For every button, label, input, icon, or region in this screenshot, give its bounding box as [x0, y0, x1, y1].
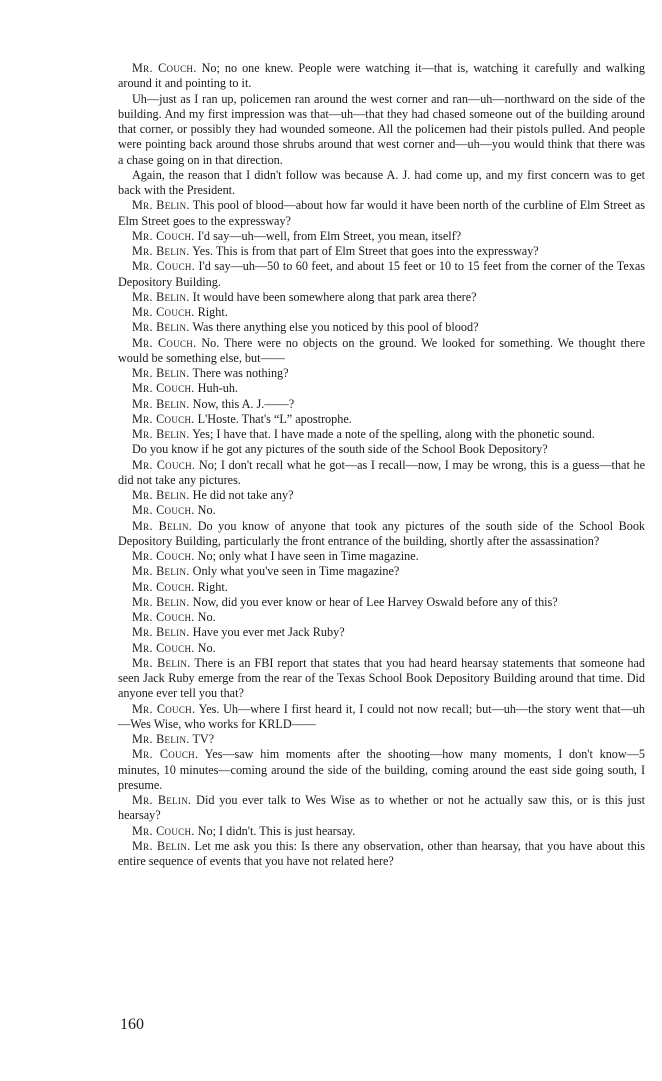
- speaker-label: Mr. Belin.: [132, 244, 190, 258]
- testimony-text: [118, 61, 645, 869]
- paragraph-text: Only what you've seen in Time magazine?: [192, 564, 400, 579]
- testimony-paragraph: [118, 320, 645, 335]
- paragraph-text: I'd say—uh—well, from Elm Street, you mean, itself?: [197, 228, 462, 243]
- speaker-label: Mr. Belin.: [132, 518, 193, 533]
- testimony-paragraph: [118, 564, 645, 579]
- testimony-paragraph: [118, 229, 645, 244]
- paragraph-text: This pool of blood—about how far would it have been north of the curbline of Elm Street as Elm Street goes to the expressway?: [118, 198, 645, 228]
- speaker-label: Mr. Couch.: [132, 579, 195, 594]
- testimony-paragraph: [118, 336, 645, 367]
- paragraph-text: No; I didn't. This is just hearsay.: [197, 823, 356, 838]
- speaker-label: Mr. Couch.: [132, 259, 196, 274]
- paragraph-text: Do you know of anyone that took any pictures of the south side of the School Book Depository Building, particularly the front entrance of the building, shortly after the assassination?: [118, 518, 646, 548]
- speaker-label: Mr. Couch.: [132, 61, 197, 75]
- testimony-paragraph: [118, 259, 645, 290]
- testimony-paragraph: [118, 519, 645, 550]
- speaker-label: Mr. Belin.: [132, 793, 192, 807]
- speaker-label: Mr. Couch.: [132, 823, 195, 838]
- testimony-paragraph: [118, 702, 645, 733]
- paragraph-text: Let me ask you this: Is there any observation, other than hearsay, that you have about this entire sequence of events that you have not related here?: [118, 838, 646, 868]
- paragraph-text: No; no one knew. People were watching it—that is, watching it carefully and walking around it and pointing to it.: [118, 61, 645, 91]
- testimony-paragraph: [118, 656, 645, 702]
- speaker-label: Mr. Couch.: [132, 305, 195, 319]
- speaker-label: Mr. Belin.: [132, 366, 190, 380]
- testimony-paragraph: [118, 580, 645, 595]
- speaker-label: Mr. Belin.: [132, 396, 190, 411]
- paragraph-text: No. There were no objects on the ground. We looked for something. We thought there would be something else, but——: [118, 335, 645, 365]
- testimony-paragraph: [118, 244, 645, 259]
- speaker-label: Mr. Belin.: [132, 838, 191, 853]
- testimony-paragraph: [118, 198, 645, 229]
- paragraph-text: Yes—saw him moments after the shooting—how many moments, I don't know—5 minutes, 10 minutes—coming around the side of the building, coming around the east side going south, I presume.: [118, 747, 645, 792]
- speaker-label: Mr. Couch.: [132, 381, 195, 396]
- paragraph-text: There is an FBI report that states that you had heard hearsay statements that someone had seen Jack Ruby emerge from the rear of the Texas School Book Depository Building around that time. Did anyone ever tell you that?: [118, 655, 645, 701]
- speaker-label: Mr. Belin.: [132, 655, 191, 670]
- speaker-label: Mr. Belin.: [132, 427, 190, 441]
- testimony-paragraph: [118, 610, 645, 625]
- testimony-paragraph: [118, 92, 645, 168]
- speaker-label: Mr. Couch.: [132, 610, 195, 624]
- testimony-paragraph: [118, 625, 645, 640]
- paragraph-text: He did not take any?: [192, 488, 294, 502]
- speaker-label: Mr. Belin.: [132, 488, 190, 502]
- speaker-label: Mr. Couch.: [132, 503, 195, 518]
- testimony-paragraph: [118, 366, 645, 381]
- paragraph-text: Uh—just as I ran up, policemen ran around the west corner and ran—uh—northward on the side of the building. And my first impression was that—uh—that they had chased someone out of the building around that corner, or possibly they had wounded someone. All the policemen had their pistols pulled. And people were pointing back around those shrubs around that west corner and—uh—you would think that there was a chase going on in that direction.: [118, 91, 645, 167]
- testimony-paragraph: [118, 168, 645, 199]
- speaker-label: Mr. Couch.: [132, 228, 195, 243]
- paragraph-text: Now, did you ever know or hear of Lee Harvey Oswald before any of this?: [192, 594, 558, 609]
- testimony-paragraph: [118, 503, 645, 518]
- paragraph-text: Do you know if he got any pictures of the south side of the School Book Depository?: [132, 442, 548, 457]
- speaker-label: Mr. Couch.: [132, 549, 195, 563]
- speaker-label: Mr. Couch.: [132, 457, 196, 472]
- testimony-paragraph: [118, 458, 645, 489]
- paragraph-text: TV?: [192, 732, 215, 746]
- paragraph-text: No.: [197, 503, 216, 518]
- testimony-paragraph: [118, 397, 645, 412]
- paragraph-text: Yes. Uh—where I first heard it, I could not now recall; but—uh—the story went that—uh—Wes Wise, who works for KRLD——: [118, 701, 645, 731]
- paragraph-text: Did you ever talk to Wes Wise as to whether or not he actually saw this, or is this just hearsay?: [118, 793, 646, 823]
- speaker-label: Mr. Couch.: [132, 335, 197, 350]
- testimony-paragraph: [118, 595, 645, 610]
- paragraph-text: Was there anything else you noticed by this pool of blood?: [192, 320, 479, 335]
- paragraph-text: L'Hoste. That's “L” apostrophe.: [197, 411, 352, 426]
- paragraph-text: No.: [197, 640, 216, 655]
- testimony-paragraph: [118, 412, 645, 427]
- paragraph-text: Yes. This is from that part of Elm Street that goes into the expressway?: [192, 244, 539, 258]
- page-number: 160: [120, 1016, 144, 1033]
- paragraph-text: It would have been somewhere along that park area there?: [192, 289, 477, 304]
- speaker-label: Mr. Belin.: [132, 732, 190, 746]
- paragraph-text: Again, the reason that I didn't follow was because A. J. had come up, and my first concern was to get back with the President.: [118, 167, 645, 197]
- testimony-paragraph: [118, 641, 645, 656]
- paragraph-text: No; I don't recall what he got—as I recall—now, I may be wrong, this is a guess—that he did not take any pictures.: [118, 457, 645, 487]
- speaker-label: Mr. Belin.: [132, 594, 190, 609]
- testimony-paragraph: [118, 732, 645, 747]
- testimony-paragraph: [118, 290, 645, 305]
- testimony-paragraph: [118, 747, 645, 793]
- testimony-paragraph: [118, 839, 645, 870]
- paragraph-text: There was nothing?: [192, 366, 289, 380]
- paragraph-text: Right.: [197, 305, 228, 319]
- paragraph-text: Huh-uh.: [197, 381, 238, 396]
- speaker-label: Mr. Couch.: [132, 640, 195, 655]
- speaker-label: Mr. Couch.: [132, 411, 195, 426]
- paragraph-text: I'd say—uh—50 to 60 feet, and about 15 feet or 10 to 15 feet from the corner of the Texas Depository Building.: [118, 259, 645, 289]
- speaker-label: Mr. Belin.: [132, 625, 190, 640]
- speaker-label: Mr. Belin.: [132, 289, 190, 304]
- testimony-paragraph: [118, 488, 645, 503]
- paragraph-text: Yes; I have that. I have made a note of the spelling, along with the phonetic sound.: [192, 427, 595, 441]
- paragraph-text: Right.: [197, 579, 228, 594]
- paragraph-text: Now, this A. J.——?: [192, 396, 295, 411]
- testimony-paragraph: [118, 427, 645, 442]
- testimony-paragraph: [118, 824, 645, 839]
- speaker-label: Mr. Couch.: [132, 747, 199, 762]
- testimony-paragraph: [118, 305, 645, 320]
- speaker-label: Mr. Belin.: [132, 564, 190, 579]
- paragraph-text: No.: [197, 610, 216, 624]
- paragraph-text: Have you ever met Jack Ruby?: [192, 625, 345, 640]
- testimony-paragraph: [118, 61, 645, 92]
- testimony-paragraph: [118, 442, 645, 457]
- speaker-label: Mr. Belin.: [132, 198, 190, 213]
- paragraph-text: No; only what I have seen in Time magazine.: [197, 549, 419, 563]
- testimony-paragraph: [118, 793, 645, 824]
- speaker-label: Mr. Couch.: [132, 701, 196, 716]
- testimony-paragraph: [118, 381, 645, 396]
- speaker-label: Mr. Belin.: [132, 320, 190, 335]
- testimony-paragraph: [118, 549, 645, 564]
